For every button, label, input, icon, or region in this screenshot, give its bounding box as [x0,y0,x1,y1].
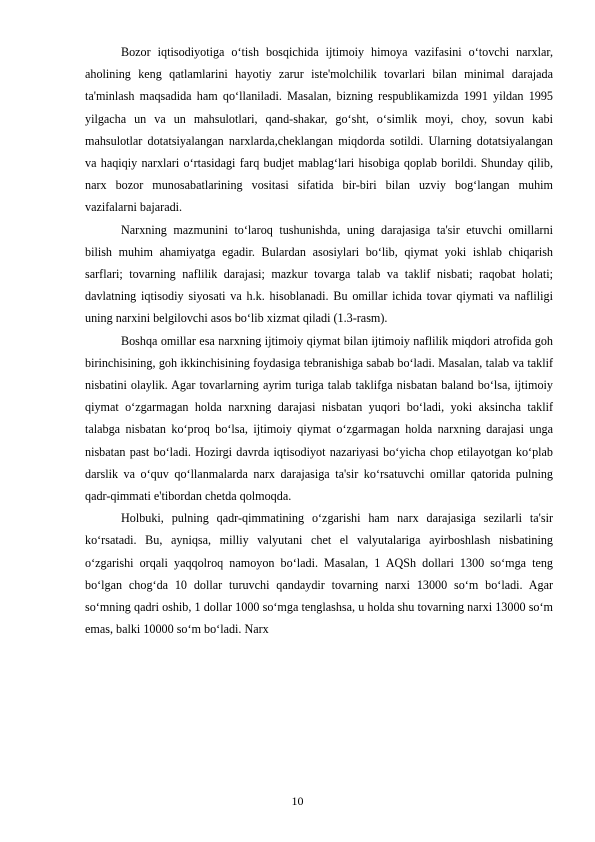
page-number: 10 [291,794,304,808]
paragraph-2: Narxning mazmunini to‘laroq tushunishda, uning darajasiga ta'sir etuvchi omillarni bilish muhim ahamiyatga egadir. Bulardan asosiylari bo‘lib, qiymat yoki ishlab chiqarish sarflari; tovarning naflilik darajasi; mazkur tovarga talab va taklif nisbati; raqobat holati; davlatning iqtisodiy siyosati va h.k. hisoblanadi. Bu omillar ichida tovar qiymati va nafliligi uning narxini belgilovchi asos bo‘lib xizmat qiladi (1.3-rasm). [85,222,553,326]
paragraph-4: Holbuki, pulning qadr-qimmatining o‘zgarishi ham narx darajasiga sezilarli ta'sir ko‘rsatadi. Bu, ayniqsa, milliy valyutani chet el valyutalariga ayirboshlash nisbatining o‘zgarishi orqali yaqqolroq namoyon bo‘ladi. Masalan, 1 AQSh dollari 1300 so‘mga teng bo‘lgan chog‘da 10 dollar turuvchi qandaydir tovarning narxi 13000 so‘m bo‘ladi. Agar so‘mning qadri oshib, 1 dollar 1000 so‘mga tenglashsa, u holda shu tovarning narxi 13000 so‘m emas, balki 10000 so‘m bo‘ladi. Narx [85,511,553,637]
paragraph-1: Bozor iqtisodiyotiga o‘tish bosqichida ijtimoiy himoya vazifasini o‘tovchi narxlar, aholining keng qatlamlarini hayotiy zarur iste'molchilik tovarlari bilan minimal darajada ta'minlash maqsadida ham qo‘llaniladi. Masalan, bizning respublikamizda 1991 yildan 1995 yilgacha un va un mahsulotlari, qand-shakar, go‘sht, o‘simlik moyi, choy, sovun kabi mahsulotlar dotatsiyalangan narxlarda,cheklangan miqdorda sotildi. Ularning dotatsiyalangan va haqiqiy narxlari o‘rtasidagi farq budjet mablag‘lari hisobiga qoplab borildi. Shunday qilib, narx bozor munosabatlarining vositasi sifatida bir-biri bilan uzviy bog‘langan muhim vazifalarni bajaradi. [85,45,553,215]
paragraph-3: Boshqa omillar esa narxning ijtimoiy qiymat bilan ijtimoiy naflilik miqdori atrofida goh birinchisining, goh ikkinchisining foydasiga tebranishiga sabab bo‘ladi. Masalan, talab va taklif nisbatini olaylik. Agar tovarlarning ayrim turiga talab taklifga nisbatan baland bo‘lsa, ijtimoiy qiymat o‘zgarmagan holda narxning darajasi nisbatan yuqori bo‘ladi, yoki aksincha taklif talabga nisbatan ko‘proq bo‘lsa, ijtimoiy qiymat o‘zgarmagan holda narxning darajasi unga nisbatan past bo‘ladi. Hozirgi davrda iqtisodiyot nazariyasi bo‘yicha chop etilayotgan ko‘plab darslik va o‘quv qo‘llanmalarda narx darajasiga ta'sir ko‘rsatuvchi omillar qatorida pulning qadr-qimmati e'tibordan chetda qolmoqda. [85,333,553,504]
document-page [85,41,553,640]
